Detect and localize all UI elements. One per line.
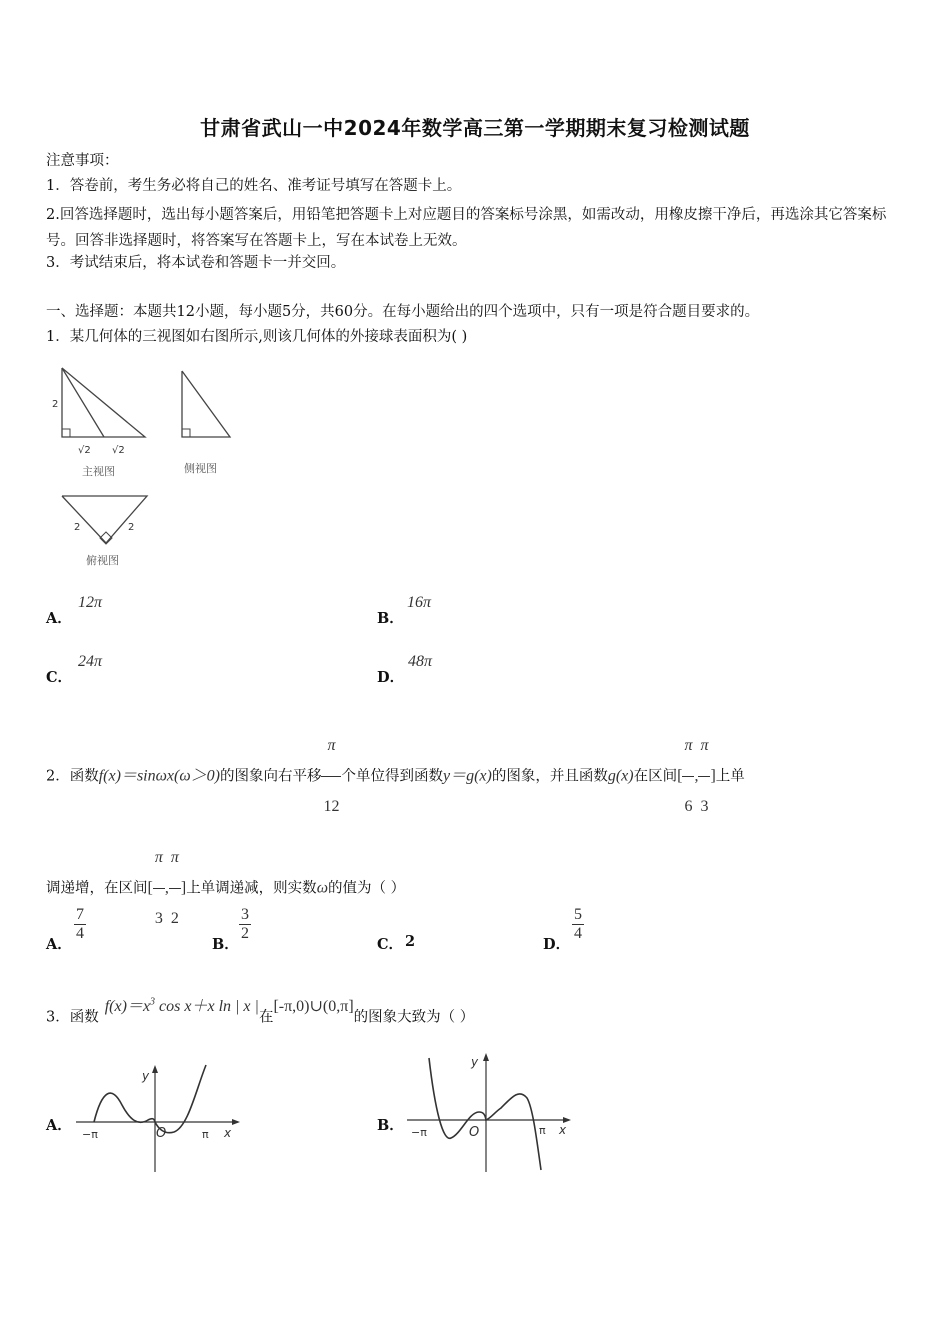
q2-option-d-fraction — [572, 906, 584, 943]
q2-d-den: 4 — [574, 925, 582, 942]
q2-text-2: 的图象向右平移 — [219, 768, 322, 785]
graph-b-neg-pi-label: −π — [411, 1126, 427, 1139]
q1-option-d-label: D． — [377, 669, 405, 686]
q2-option-b-fraction — [239, 906, 251, 943]
q2-interval2-comma: , — [164, 879, 169, 897]
q2-function-g2: g(x) — [607, 767, 634, 785]
q2-shift-num: π — [327, 737, 336, 754]
q2-omega: ω — [316, 879, 328, 897]
graph-a-origin-label: O — [156, 1126, 167, 1141]
q1-option-b-label: B． — [377, 610, 404, 627]
q1-option-b-value: 16π — [407, 594, 432, 611]
q2-i2-an: π — [154, 849, 163, 866]
q2-i1-bd: 3 — [698, 776, 710, 837]
q2-text-6: 上单 — [715, 768, 745, 785]
front-height-label: 2 — [52, 399, 59, 410]
graph-a-pi-label: π — [202, 1128, 209, 1141]
graph-b-y-arrow — [483, 1053, 489, 1061]
note-item-3: 3．考试结束后，将本试卷和答题卡一并交回。 — [46, 255, 346, 271]
graph-a-y-arrow — [152, 1065, 158, 1073]
q1-option-d-value: 48π — [408, 653, 433, 670]
q3-domain: [-π,0)∪(0,π] — [273, 998, 354, 1016]
q2-d-num: 5 — [574, 906, 582, 923]
q3-option-a-graph — [72, 1060, 244, 1175]
q2-option-d-label: D． — [543, 936, 571, 953]
q3-f-b: cos x＋x ln | x | — [155, 998, 259, 1016]
q2-text-1: 2．函数 — [46, 768, 99, 785]
q2-i1-ad: 6 — [682, 776, 694, 837]
graph-a-neg-pi-label: −π — [82, 1128, 98, 1141]
q2-function-f: f(x)＝sinωx(ω＞0) — [98, 767, 220, 785]
graph-b-pi-label: π — [539, 1124, 546, 1137]
q3-f-a: f(x)＝x — [104, 998, 151, 1016]
q2-a-den: 4 — [76, 925, 84, 942]
q3-text-1: 3．函数 — [46, 1009, 99, 1026]
front-view — [52, 368, 145, 478]
q2-text-7: 调递增，在区间 — [46, 880, 148, 897]
q2-option-c-label: C． — [377, 936, 404, 953]
graph-b-origin-label: O — [469, 1125, 480, 1140]
q2-b-den: 2 — [241, 925, 249, 942]
note-item-1: 1．答卷前，考生务必将自己的姓名、准考证号填写在答题卡上。 — [46, 178, 462, 194]
graph-b-x-label: x — [559, 1123, 567, 1137]
q2-interval1-a — [682, 716, 694, 837]
graph-a-x-label: x — [224, 1126, 232, 1140]
top-edge-label-2: 2 — [128, 522, 135, 533]
q2-i2-bd: 2 — [169, 888, 181, 949]
front-base-label-2: √2 — [112, 445, 125, 456]
q2-a-num: 7 — [76, 906, 84, 923]
front-view-caption: 主视图 — [82, 465, 115, 478]
q2-i2-ad: 3 — [153, 888, 165, 949]
q2-interval1-rb: ] — [710, 767, 716, 785]
side-view-caption: 侧视图 — [184, 462, 217, 475]
q2-stem-line-2 — [46, 828, 405, 949]
q1-three-views-figure — [48, 360, 248, 575]
graph-a-y-label: y — [142, 1069, 150, 1083]
q1-option-a-value: 12π — [78, 594, 103, 611]
side-view — [182, 371, 230, 475]
q2-b-num: 3 — [241, 906, 249, 923]
q2-option-c-value: 2 — [405, 933, 416, 950]
q1-option-c-value: 24π — [78, 653, 103, 670]
q2-i1-an: π — [684, 737, 693, 754]
q2-stem-line-1 — [46, 716, 745, 837]
q3-stem — [46, 997, 475, 1030]
q2-option-b-label: B． — [212, 936, 239, 953]
q2-text-5: 在区间 — [633, 768, 678, 785]
note-item-2: 2.回答选择题时，选出每小题答案后，用铅笔把答题卡上对应题目的答案标号涂黑，如需改动，用橡皮擦干净后，再选涂其它答案标号。回答非选择题时，将答案写在答题卡上，写在本试卷上无效。 — [46, 207, 887, 249]
q3-function — [105, 998, 259, 1015]
q2-option-a-label: A． — [46, 936, 72, 953]
exam-title: 甘肃省武山一中2024年数学高三第一学期期末复习检测试题 — [200, 116, 750, 140]
q1-option-a-label: A． — [46, 610, 72, 627]
q2-text-9: 的值为（ ） — [327, 880, 406, 897]
q3-text-2: 在 — [258, 1009, 274, 1026]
q2-interval1-b — [698, 716, 710, 837]
q2-shift-den: 12 — [321, 776, 341, 837]
graph-b-y-label: y — [471, 1055, 479, 1069]
q2-interval2-b — [169, 828, 181, 949]
q2-i1-bn: π — [700, 737, 709, 754]
q2-interval2-rb: ] — [180, 879, 187, 897]
q2-interval2-lb: [ — [147, 879, 153, 897]
notes-heading: 注意事项： — [46, 153, 119, 169]
q2-text-3: 个单位得到函数 — [341, 768, 443, 785]
q2-interval1-lb: [ — [677, 767, 683, 785]
q2-shift-fraction — [321, 716, 341, 837]
graph-a-x-arrow — [232, 1119, 240, 1125]
q2-function-g: y＝g(x) — [442, 767, 492, 785]
q3-f-sup: 3 — [150, 997, 156, 1008]
front-base-label-1: √2 — [78, 445, 91, 456]
q1-option-c-label: C． — [46, 669, 73, 686]
q2-text-4: 的图象，并且函数 — [491, 768, 608, 785]
q3-option-a-label: A． — [46, 1117, 72, 1134]
q2-interval2-a — [153, 828, 165, 949]
q3-text-3: 的图象大致为（ ） — [353, 1009, 475, 1026]
q3-option-b-label: B． — [377, 1117, 404, 1134]
q2-i2-bn: π — [170, 849, 179, 866]
top-edge-label-1: 2 — [74, 522, 81, 533]
q2-interval1-comma: , — [694, 767, 699, 785]
q2-option-a-fraction — [74, 906, 86, 943]
q3-option-b-graph — [403, 1050, 578, 1175]
top-view-caption: 俯视图 — [86, 554, 119, 567]
top-view — [62, 496, 147, 567]
q2-text-8: 上单调递减，则实数 — [186, 880, 317, 897]
graph-b-curve — [429, 1058, 541, 1170]
section-heading: 一、选择题：本题共12小题，每小题5分，共60分。在每小题给出的四个选项中，只有一项是符合题目要求的。 — [46, 304, 760, 320]
q1-stem: 1．某几何体的三视图如右图所示,则该几何体的外接球表面积为( ) — [46, 329, 468, 345]
